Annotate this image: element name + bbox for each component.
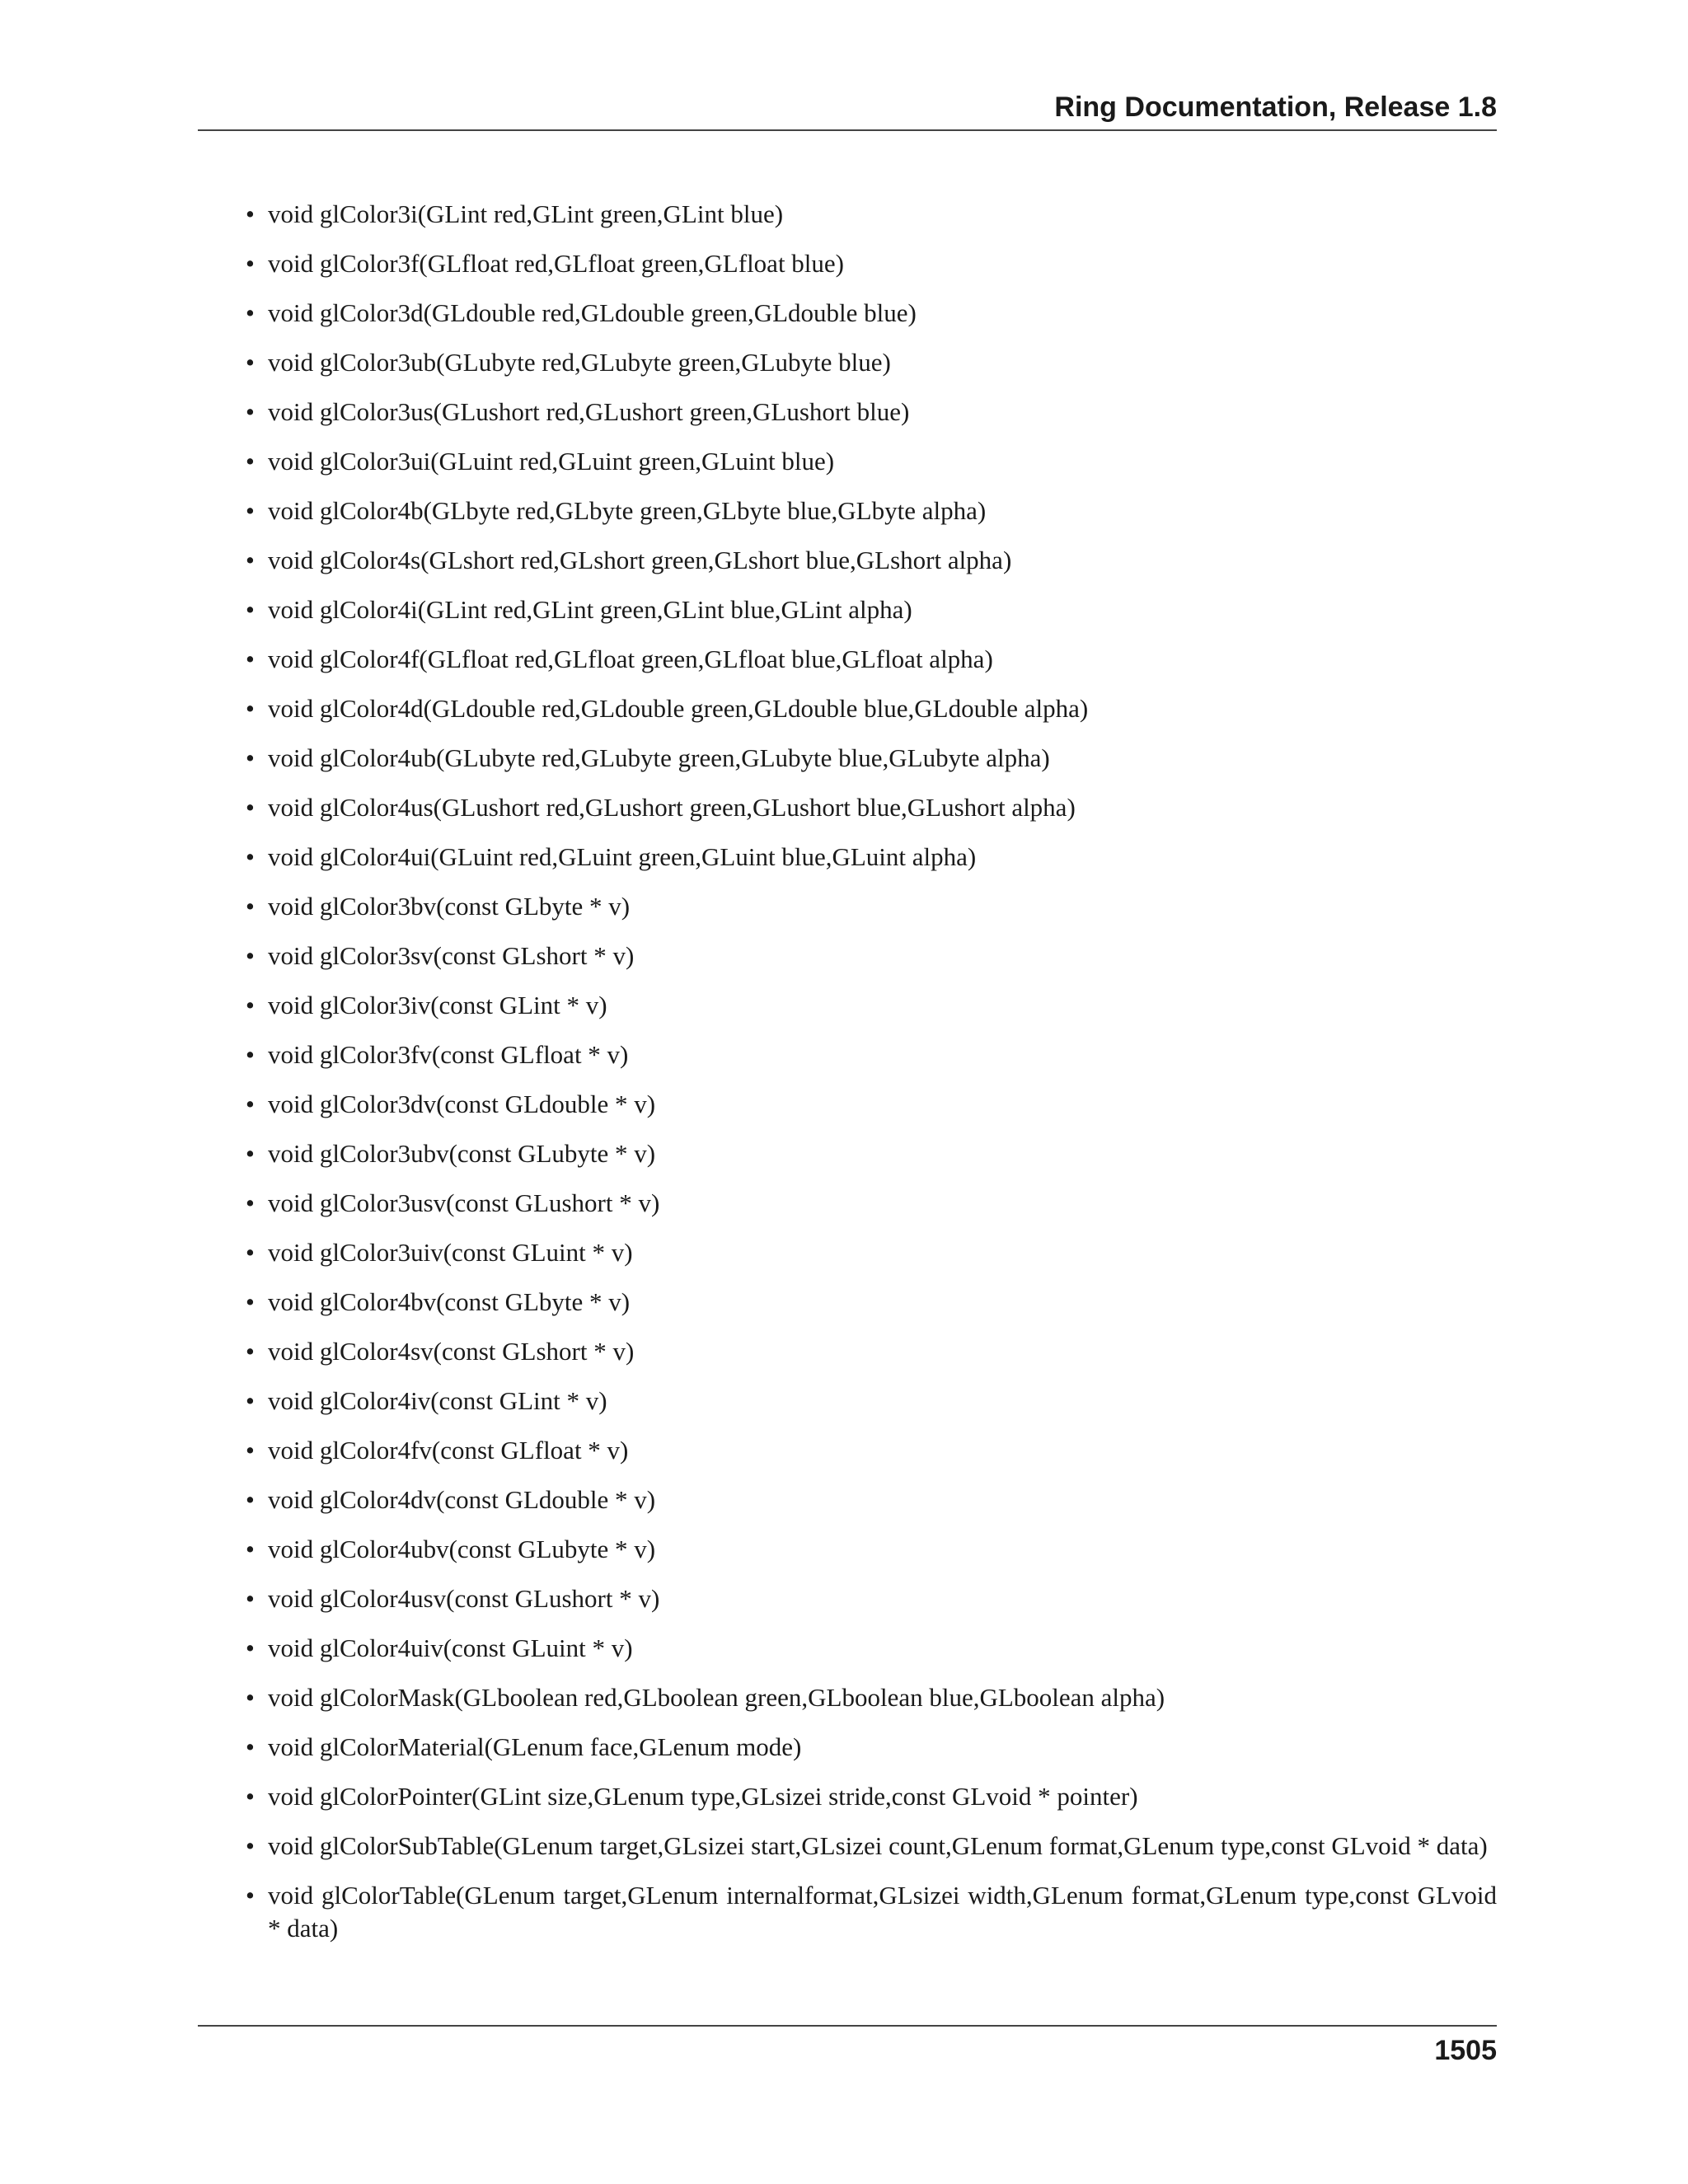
function-signature: void glColorMask(GLboolean red,GLboolean green,GLboolean blue,GLboolean alpha): [268, 1683, 1165, 1712]
function-signature: void glColor4sv(const GLshort * v): [268, 1337, 635, 1366]
bullet-icon: •: [246, 1535, 255, 1563]
function-list-item: [198, 396, 1497, 429]
function-list: [198, 198, 1497, 1961]
function-list-item: [198, 1780, 1497, 1813]
bullet-icon: •: [246, 1732, 255, 1761]
bullet-icon: •: [246, 1238, 255, 1267]
function-list-item: [198, 1483, 1497, 1516]
function-list-item: [198, 1137, 1497, 1170]
function-signature: void glColor3dv(const GLdouble * v): [268, 1090, 656, 1118]
bullet-icon: •: [246, 1337, 255, 1366]
function-list-item: [198, 1434, 1497, 1467]
function-list-item: [198, 445, 1497, 478]
bullet-icon: •: [246, 1633, 255, 1662]
function-list-item: [198, 1533, 1497, 1566]
function-signature: void glColorPointer(GLint size,GLenum type,GLsizei stride,const GLvoid * pointer): [268, 1782, 1138, 1811]
function-list-item: [198, 1879, 1497, 1945]
function-signature: void glColor4bv(const GLbyte * v): [268, 1287, 631, 1316]
bullet-icon: •: [246, 1881, 255, 1910]
bullet-icon: •: [246, 1139, 255, 1168]
function-list-item: [198, 1088, 1497, 1121]
header-rule: [198, 129, 1497, 131]
bullet-icon: •: [246, 546, 255, 574]
function-list-item: [198, 643, 1497, 676]
function-signature: void glColor4b(GLbyte red,GLbyte green,GLbyte blue,GLbyte alpha): [268, 496, 987, 525]
function-list-item: [198, 742, 1497, 775]
bullet-icon: •: [246, 1436, 255, 1465]
bullet-icon: •: [246, 1090, 255, 1118]
function-list-item: [198, 544, 1497, 577]
function-signature: void glColor3f(GLfloat red,GLfloat green,GLfloat blue): [268, 249, 844, 278]
bullet-icon: •: [246, 644, 255, 673]
function-signature: void glColor3i(GLint red,GLint green,GLint blue): [268, 199, 784, 228]
function-list-item: [198, 1038, 1497, 1071]
function-list-item: [198, 1681, 1497, 1714]
function-signature: void glColor3us(GLushort red,GLushort green,GLushort blue): [268, 397, 910, 426]
function-signature: void glColor4d(GLdouble red,GLdouble green,GLdouble blue,GLdouble alpha): [268, 694, 1089, 723]
bullet-icon: •: [246, 496, 255, 525]
function-signature: void glColor3ubv(const GLubyte * v): [268, 1139, 656, 1168]
function-signature: void glColor3usv(const GLushort * v): [268, 1188, 660, 1217]
function-signature: void glColor4fv(const GLfloat * v): [268, 1436, 629, 1465]
bullet-icon: •: [246, 793, 255, 822]
bullet-icon: •: [246, 1386, 255, 1415]
function-signature: void glColor3fv(const GLfloat * v): [268, 1040, 629, 1069]
function-list-item: [198, 791, 1497, 824]
function-list-item: [198, 247, 1497, 280]
bullet-icon: •: [246, 842, 255, 871]
bullet-icon: •: [246, 694, 255, 723]
function-list-item: [198, 593, 1497, 626]
function-signature: void glColor3ub(GLubyte red,GLubyte green,GLubyte blue): [268, 348, 891, 377]
function-list-item: [198, 841, 1497, 874]
function-list-item: [198, 1335, 1497, 1368]
bullet-icon: •: [246, 892, 255, 921]
function-list-item: [198, 1582, 1497, 1615]
function-signature: void glColor4dv(const GLdouble * v): [268, 1485, 656, 1514]
bullet-icon: •: [246, 595, 255, 624]
bullet-icon: •: [246, 1831, 255, 1860]
function-signature: void glColor4i(GLint red,GLint green,GLint blue,GLint alpha): [268, 595, 912, 624]
function-signature: void glColor3sv(const GLshort * v): [268, 941, 635, 970]
function-signature: void glColor4ui(GLuint red,GLuint green,GLuint blue,GLuint alpha): [268, 842, 977, 871]
bullet-icon: •: [246, 1584, 255, 1613]
function-signature: void glColor3iv(const GLint * v): [268, 991, 607, 1019]
function-list-item: [198, 494, 1497, 527]
function-signature: void glColor4us(GLushort red,GLushort green,GLushort blue,GLushort alpha): [268, 793, 1076, 822]
function-signature: void glColor4ub(GLubyte red,GLubyte green,GLubyte blue,GLubyte alpha): [268, 743, 1050, 772]
function-list-item: [198, 940, 1497, 972]
function-list-item: [198, 1731, 1497, 1764]
function-list-item: [198, 1187, 1497, 1220]
function-list-item: [198, 1632, 1497, 1665]
function-signature: void glColor4uiv(const GLuint * v): [268, 1633, 633, 1662]
function-list-item: [198, 692, 1497, 725]
function-signature: void glColor4f(GLfloat red,GLfloat green,GLfloat blue,GLfloat alpha): [268, 644, 993, 673]
function-signature: void glColorMaterial(GLenum face,GLenum mode): [268, 1732, 802, 1761]
function-list-item: [198, 346, 1497, 379]
bullet-icon: •: [246, 991, 255, 1019]
function-signature: void glColor4iv(const GLint * v): [268, 1386, 607, 1415]
function-signature: void glColor3uiv(const GLuint * v): [268, 1238, 633, 1267]
footer-rule: [198, 2025, 1497, 2027]
bullet-icon: •: [246, 941, 255, 970]
function-list-item: [198, 1286, 1497, 1319]
bullet-icon: •: [246, 249, 255, 278]
bullet-icon: •: [246, 1188, 255, 1217]
bullet-icon: •: [246, 743, 255, 772]
function-list-item: [198, 297, 1497, 330]
function-signature: void glColor3d(GLdouble red,GLdouble green,GLdouble blue): [268, 298, 917, 327]
function-signature: void glColorSubTable(GLenum target,GLsizei start,GLsizei count,GLenum format,GLenum type,const GLvoid * data): [268, 1831, 1488, 1860]
function-list-item: [198, 890, 1497, 923]
function-list-item: [198, 1236, 1497, 1269]
function-signature: void glColor3ui(GLuint red,GLuint green,GLuint blue): [268, 447, 835, 476]
bullet-icon: •: [246, 298, 255, 327]
bullet-icon: •: [246, 1782, 255, 1811]
bullet-icon: •: [246, 1040, 255, 1069]
function-list-item: [198, 1830, 1497, 1863]
bullet-icon: •: [246, 1287, 255, 1316]
bullet-icon: •: [246, 397, 255, 426]
function-signature: void glColor4usv(const GLushort * v): [268, 1584, 660, 1613]
function-signature: void glColor3bv(const GLbyte * v): [268, 892, 631, 921]
function-signature: void glColor4ubv(const GLubyte * v): [268, 1535, 656, 1563]
function-list-item: [198, 1385, 1497, 1418]
bullet-icon: •: [246, 1485, 255, 1514]
function-list-item: [198, 989, 1497, 1022]
function-list-item: [198, 198, 1497, 231]
bullet-icon: •: [246, 199, 255, 228]
bullet-icon: •: [246, 348, 255, 377]
bullet-icon: •: [246, 1683, 255, 1712]
page-number: 1505: [1434, 2035, 1497, 2066]
bullet-icon: •: [246, 447, 255, 476]
function-signature: void glColor4s(GLshort red,GLshort green,GLshort blue,GLshort alpha): [268, 546, 1012, 574]
running-header-title: Ring Documentation, Release 1.8: [1054, 91, 1497, 123]
function-signature: void glColorTable(GLenum target,GLenum internalformat,GLsizei width,GLenum format,GLenum type,const GLvoid * data): [268, 1881, 1497, 1943]
